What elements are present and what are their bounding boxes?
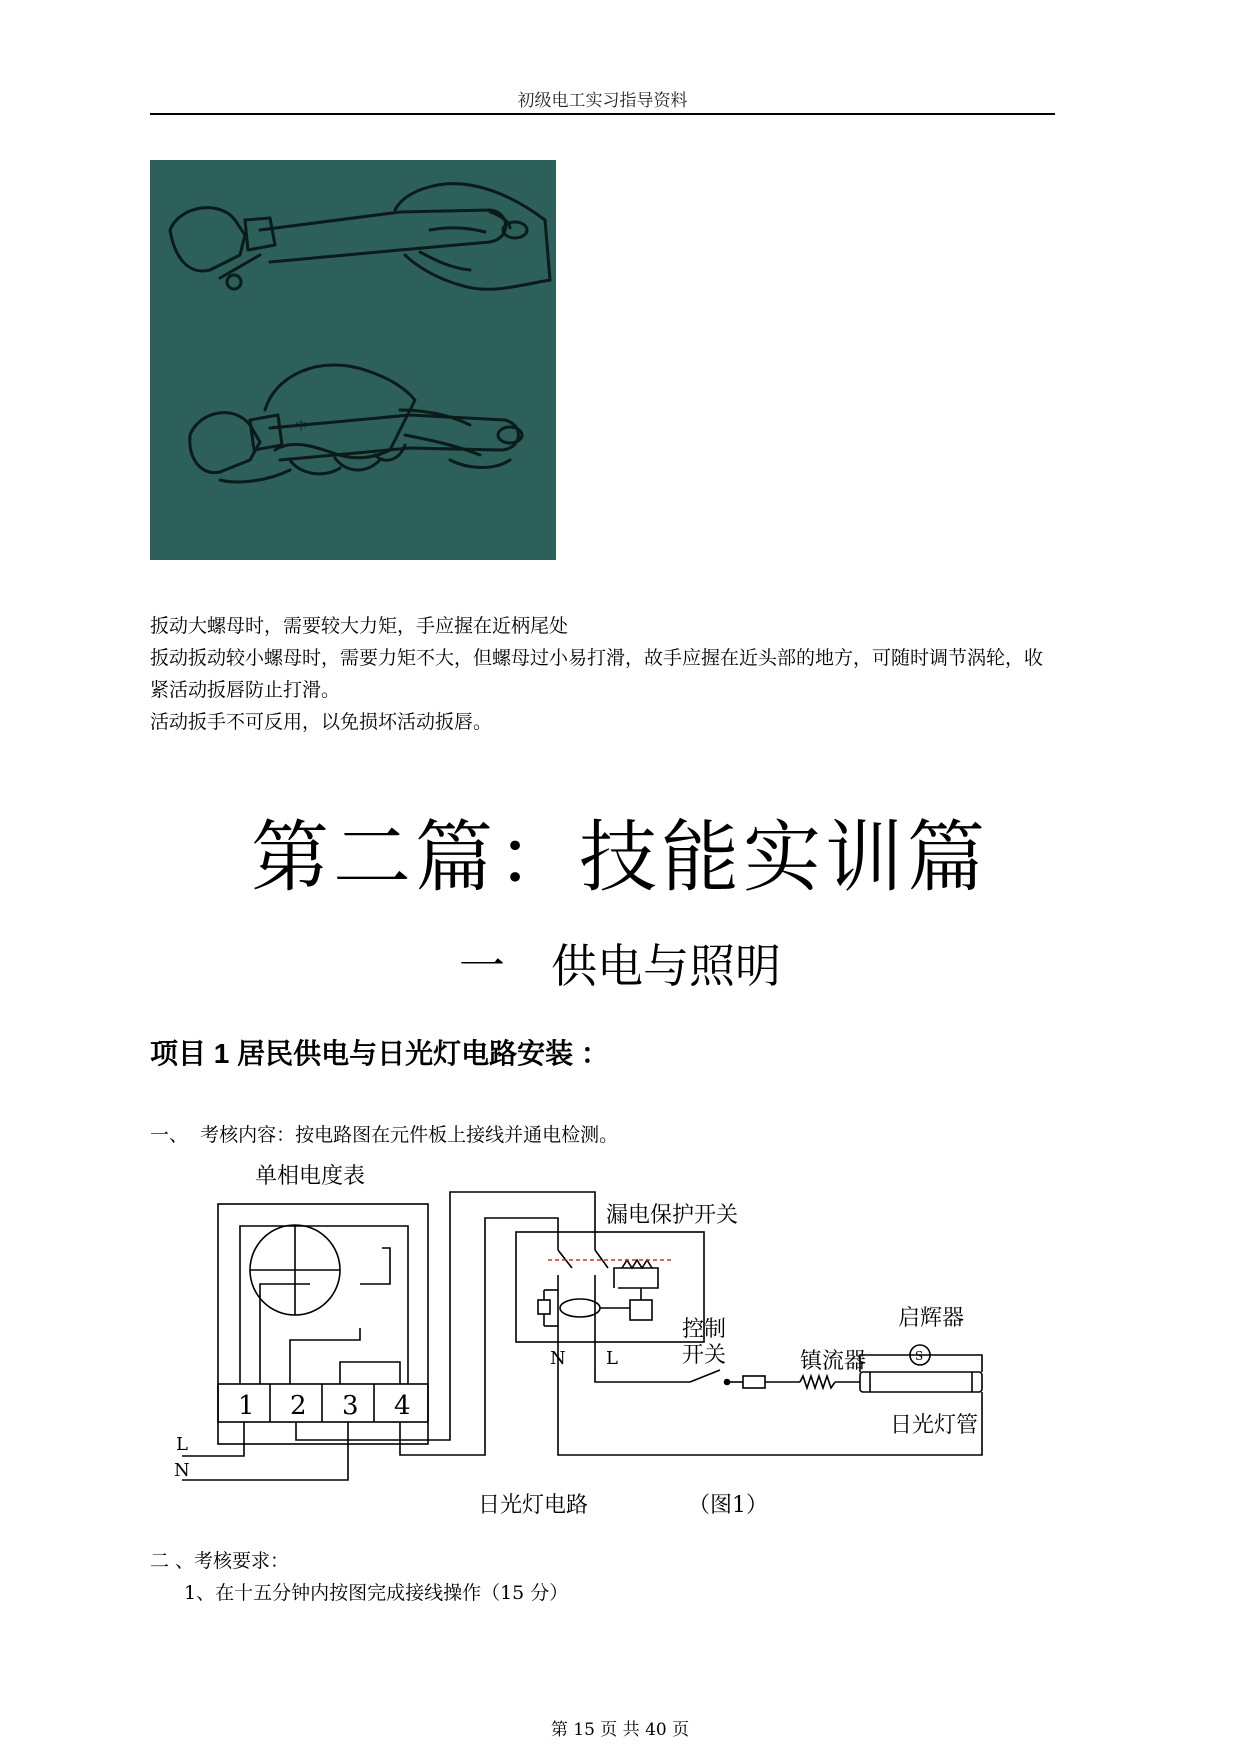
ballast-label: 镇流器 — [800, 1349, 867, 1374]
control-switch-label-1: 控制 — [682, 1317, 727, 1342]
paragraph-small-nut: 扳动扳动较小螺母时，需要力矩不大，但螺母过小易打滑，故手应握在近头部的地方，可随时调节涡轮，收紧活动扳唇防止打滑。 — [150, 647, 1044, 701]
page-header: 初级电工实习指导资料 — [517, 91, 688, 111]
figure-number: （图1） — [688, 1493, 768, 1518]
terminal-2: 2 — [290, 1391, 307, 1421]
wrench-hands-illustration — [150, 160, 556, 560]
starter-label: 启辉器 — [898, 1306, 965, 1331]
header-divider — [150, 113, 1055, 115]
assessment-content: 一、 考核内容：按电路图在元件板上接线并通电检测。 — [150, 1124, 619, 1146]
control-switch-label-2: 开关 — [682, 1343, 727, 1368]
diagram-caption: 日光灯电路 — [478, 1493, 589, 1518]
breaker-L-label: L — [606, 1348, 618, 1369]
starter-symbol: S — [915, 1349, 924, 1363]
paragraph-large-nut: 扳动大螺母时，需要较大力矩，手应握在近柄尾处 — [150, 615, 569, 637]
breaker-N-label: N — [550, 1348, 566, 1369]
chapter-title: 一 供电与照明 — [459, 939, 781, 993]
line-L-label: L — [176, 1434, 188, 1455]
svg-text:中: 中 — [295, 419, 308, 433]
wrench-usage-photo — [150, 160, 556, 560]
meter-label: 单相电度表 — [255, 1164, 366, 1189]
terminal-1: 1 — [238, 1391, 255, 1421]
assessment-requirements: 二 、考核要求： — [150, 1550, 290, 1572]
page-footer: 第 15 页 共 40 页 — [550, 1720, 690, 1740]
project-title: 项目 1 居民供电与日光灯电路安装 ： — [150, 1038, 609, 1069]
fluorescent-lamp-circuit-diagram — [160, 1150, 1040, 1520]
terminal-4: 4 — [394, 1391, 411, 1421]
tube-label: 日光灯管 — [890, 1413, 979, 1438]
line-N-label: N — [174, 1460, 190, 1481]
breaker-label: 漏电保护开关 — [606, 1203, 739, 1228]
requirement-1: 1、在十五分钟内按图完成接线操作（15 分） — [184, 1582, 569, 1604]
paragraph-warning: 活动扳手不可反用，以免损坏活动扳唇。 — [150, 711, 493, 733]
terminal-3: 3 — [342, 1391, 359, 1421]
part-title: 第二篇：技能实训篇 — [250, 813, 989, 903]
